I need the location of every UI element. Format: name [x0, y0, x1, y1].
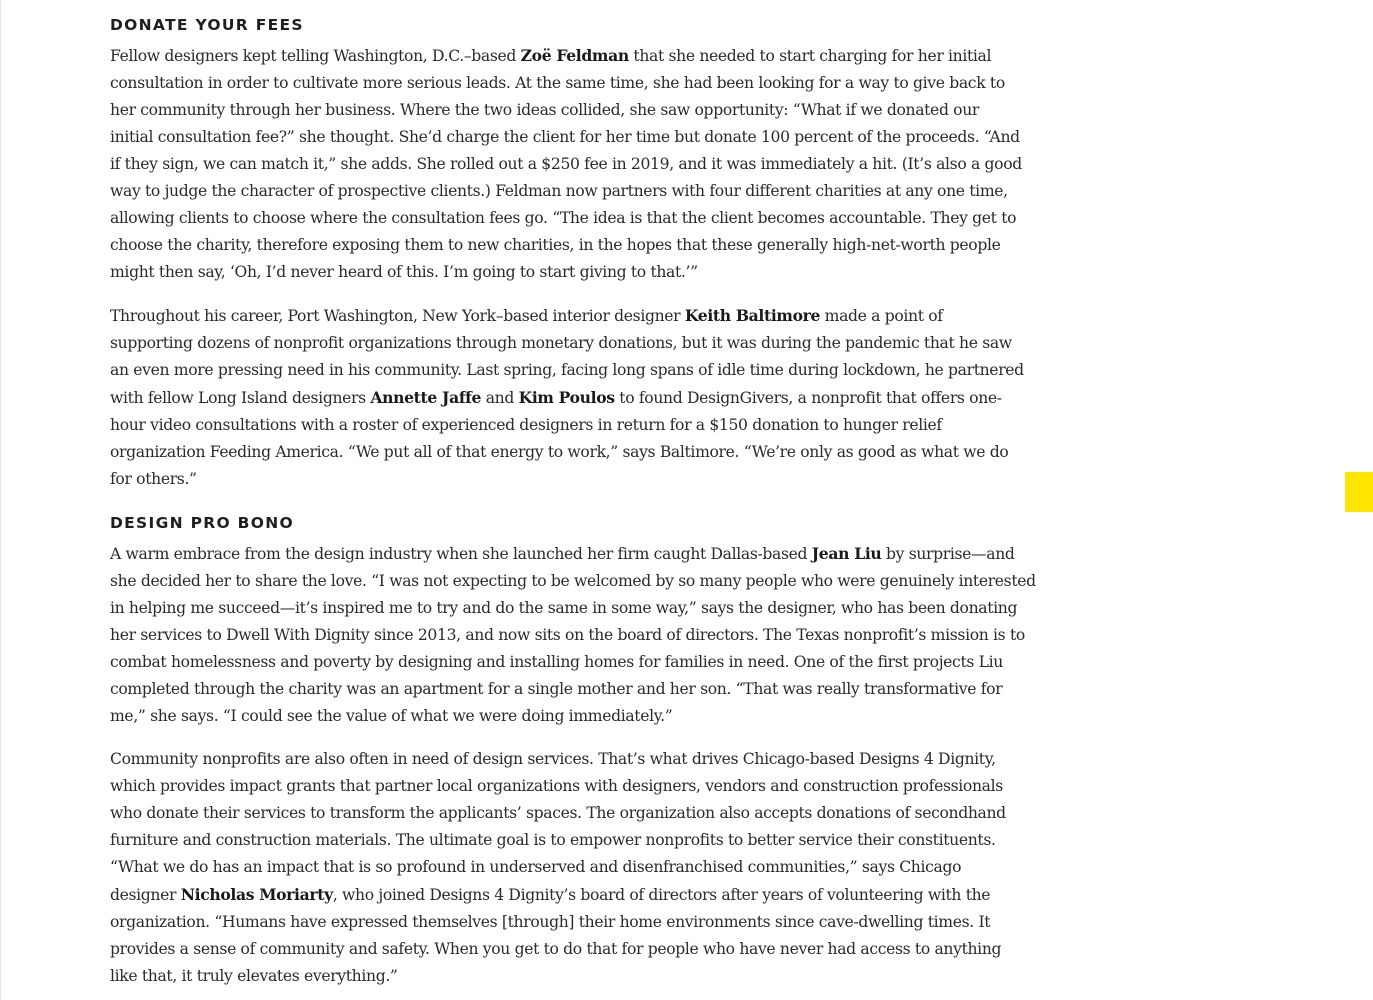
text-line	[110, 854, 1020, 881]
text-run: in helping me succeed—it’s inspired me to try and do the same in some way,” says the designer, who has been donating	[110, 599, 1018, 617]
text-run: that she needed to start charging for her initial	[628, 47, 992, 65]
text-line	[110, 540, 1020, 568]
text-line	[110, 936, 1020, 963]
text-line	[110, 827, 1020, 854]
text-line	[110, 330, 1020, 357]
text-line	[110, 70, 1020, 97]
text-line	[110, 773, 1020, 800]
text-run: way to judge the character of prospective clients.) Feldman now partners with four different charities at any one time,	[110, 182, 1008, 200]
text-line	[110, 649, 1020, 676]
text-run: and	[481, 389, 519, 407]
text-line	[110, 568, 1036, 595]
text-line	[110, 205, 1020, 232]
text-run: consultation in order to cultivate more serious leads. At the same time, she had been looking for a way to give back to	[110, 74, 1005, 92]
text-line	[110, 676, 1020, 703]
text-line	[110, 746, 1020, 773]
text-run: completed through the charity was an apartment for a single mother and her son. “That was really transformative for	[110, 680, 1003, 698]
text-run: choose the charity, therefore exposing them to new charities, in the hopes that these generally high-net-worth people	[110, 236, 1001, 254]
section-design-pro-bono	[110, 512, 1036, 990]
text-run: furniture and construction materials. The ultimate goal is to empower nonprofits to better service their constituents.	[110, 831, 996, 849]
text-line	[110, 622, 1025, 649]
text-line	[110, 302, 1020, 330]
left-divider	[0, 0, 1, 1000]
text-run: hour video consultations with a roster of experienced designers in return for a $150 donation to hunger relief	[110, 416, 942, 434]
text-run: she decided her to share the love. “I was not expecting to be welcomed by so many people who were genuinely interested	[110, 572, 1036, 590]
text-run: with fellow Long Island designers	[110, 389, 371, 407]
text-run: organization. “Humans have expressed themselves [through] their home environments since cave-dwelling times. It	[110, 913, 991, 931]
section-donate-your-fees	[110, 14, 1024, 493]
text-run: combat homelessness and poverty by designing and installing homes for families in need. One of the first projects Liu	[110, 653, 1003, 671]
text-run: Fellow designers kept telling Washington, D.C.–based	[110, 47, 521, 65]
text-line	[110, 42, 1020, 70]
paragraph	[110, 42, 1020, 286]
text-line	[110, 124, 1020, 151]
text-run: supporting dozens of nonprofit organizations through monetary donations, but it was during the pandemic that he saw	[110, 334, 1012, 352]
text-line	[110, 357, 1024, 384]
text-run: “What we do has an impact that is so profound in underserved and disenfranchised communities,” says Chicago	[110, 858, 962, 876]
person-name: Jean Liu	[811, 544, 882, 563]
text-run: might then say, ‘Oh, I’d never heard of this. I’m going to start giving to that.’”	[110, 263, 698, 281]
text-line	[110, 703, 1020, 730]
text-run: which provides impact grants that partner local organizations with designers, vendors and construction professionals	[110, 777, 1003, 795]
text-line	[110, 439, 1020, 466]
text-line	[110, 466, 1020, 493]
section-heading: DONATE YOUR FEES	[110, 16, 304, 34]
text-run: for others.”	[110, 470, 197, 488]
text-run: by surprise—and	[881, 545, 1015, 563]
text-run: if they sign, we can match it,” she adds. She rolled out a $250 fee in 2019, and it was immediately a hit. (It’s also a good	[110, 155, 1022, 173]
text-run: organization Feeding America. “We put all of that energy to work,” says Baltimore. “We’re only as good as what we do	[110, 443, 1009, 461]
person-name: Keith Baltimore	[684, 306, 821, 325]
person-name: Zoë Feldman	[520, 46, 629, 65]
text-line	[110, 909, 1020, 936]
text-run: to found DesignGivers, a nonprofit that offers one-	[614, 389, 1002, 407]
text-run: Community nonprofits are also often in need of design services. That’s what drives Chicago-based Designs 4 Dignity,	[110, 750, 996, 768]
section-heading: DESIGN PRO BONO	[110, 514, 294, 532]
text-line	[110, 412, 1020, 439]
text-line	[110, 800, 1020, 827]
person-name: Annette Jaffe	[370, 388, 482, 407]
paragraph	[110, 540, 1036, 730]
side-tab-button[interactable]	[1345, 472, 1373, 512]
text-run: Throughout his career, Port Washington, New York–based interior designer	[110, 307, 685, 325]
article-body	[110, 14, 1036, 990]
paragraph	[110, 302, 1024, 493]
text-run: like that, it truly elevates everything.”	[110, 967, 398, 985]
text-run: who donate their services to transform the applicants’ spaces. The organization also accepts donations of secondhand	[110, 804, 1006, 822]
text-line	[110, 232, 1020, 259]
person-name: Kim Poulos	[518, 388, 615, 407]
text-run: provides a sense of community and safety. When you get to do that for people who have never had access to anything	[110, 940, 1002, 958]
text-line	[110, 259, 1020, 286]
paragraph	[110, 746, 1020, 990]
text-run: me,” she says. “I could see the value of what we were doing immediately.”	[110, 707, 673, 725]
person-name: Nicholas Moriarty	[180, 885, 333, 904]
text-line	[110, 178, 1020, 205]
text-line	[110, 963, 1020, 990]
text-run: her community through her business. Where the two ideas collided, she saw opportunity: “What if we donated our	[110, 101, 980, 119]
text-run: initial consultation fee?” she thought. She’d charge the client for her time but donate 100 percent of the proceeds. “And	[110, 128, 1020, 146]
text-run: allowing clients to choose where the consultation fees go. “The idea is that the client becomes accountable. They get to	[110, 209, 1017, 227]
text-run: A warm embrace from the design industry when she launched her firm caught Dallas-based	[110, 545, 812, 563]
text-line	[110, 595, 1020, 622]
text-line	[110, 151, 1020, 178]
text-run: made a point of	[820, 307, 943, 325]
text-line	[110, 97, 1020, 124]
text-line	[110, 881, 1020, 909]
text-run: designer	[110, 886, 181, 904]
text-run: , who joined Designs 4 Dignity’s board of directors after years of volunteering with the	[332, 886, 991, 904]
text-run: an even more pressing need in his community. Last spring, facing long spans of idle time during lockdown, he partnered	[110, 361, 1024, 379]
text-run: her services to Dwell With Dignity since 2013, and now sits on the board of directors. The Texas nonprofit’s mission is to	[110, 626, 1025, 644]
text-line	[110, 384, 1020, 412]
